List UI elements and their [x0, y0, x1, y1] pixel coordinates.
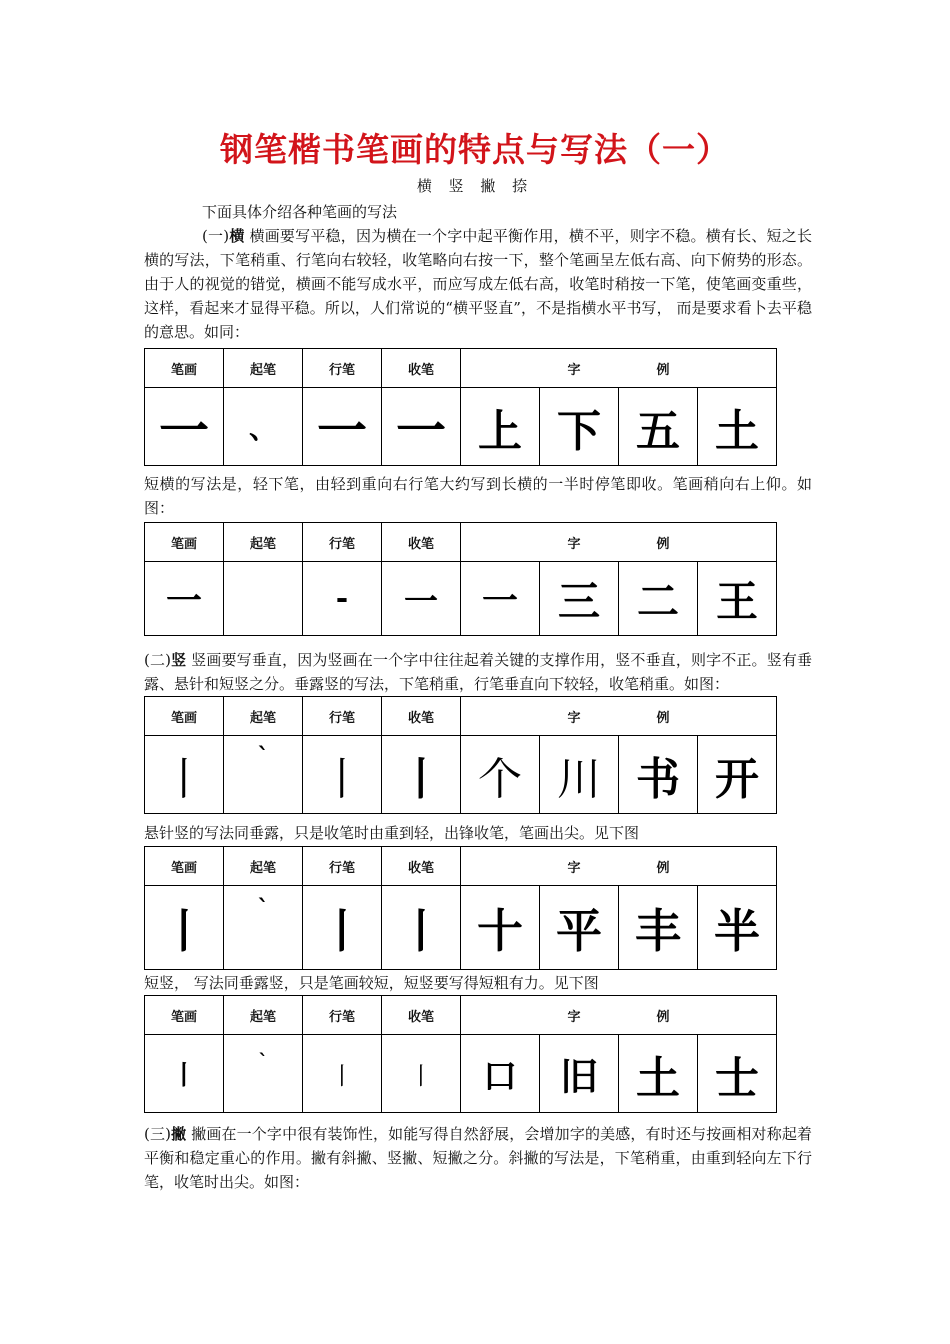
pie-prefix: (三)	[144, 1125, 171, 1143]
stroke-cell: 一	[382, 388, 461, 466]
example-cell: 二	[619, 562, 698, 636]
header-li: 例	[656, 362, 670, 378]
stroke-cell: 一	[303, 388, 382, 466]
stroke-table-shu-short	[144, 995, 777, 1113]
header-bihua: 笔画	[145, 996, 224, 1035]
stroke-cell: 一	[145, 562, 224, 636]
stroke-cell: 丨	[303, 736, 382, 814]
example-cell: 上	[461, 388, 540, 466]
header-li: 例	[656, 860, 670, 876]
header-xingbi: 行笔	[303, 697, 382, 736]
stroke-cell: 丨	[303, 886, 382, 970]
header-shoubi: 收笔	[382, 523, 461, 562]
stroke-cell: -	[303, 562, 382, 636]
heng-prefix: (一)	[202, 227, 230, 245]
shu-paragraph	[144, 648, 812, 696]
example-cell: 丰	[619, 886, 698, 970]
example-cell: 王	[698, 562, 777, 636]
stroke-cell: 丨	[382, 886, 461, 970]
stroke-cell: 丨	[303, 1035, 382, 1113]
stroke-cell: 丨	[382, 1035, 461, 1113]
example-cell: 个	[461, 736, 540, 814]
shu-text: 竖画要写垂直，因为竖画在一个字中往往起着关键的支撑作用，竖不垂直，则字不正。竖有垂露、悬针和短竖之分。垂露竖的写法，下笔稍重，行笔垂直向下较轻，收笔稍重。如图：	[144, 651, 812, 693]
header-ziliyi	[461, 847, 777, 886]
header-qibi: 起笔	[224, 847, 303, 886]
stroke-cell: 一	[382, 562, 461, 636]
stroke-cell: `	[224, 736, 303, 814]
page-subtitle: 横 竖 撇 捺	[416, 177, 534, 195]
intro-paragraph	[144, 200, 812, 224]
header-qibi: 起笔	[224, 996, 303, 1035]
stroke-table-shu-xuanzhen	[144, 846, 777, 970]
header-xingbi: 行笔	[303, 996, 382, 1035]
header-li: 例	[656, 536, 670, 552]
example-cell: 旧	[540, 1035, 619, 1113]
header-xingbi: 行笔	[303, 523, 382, 562]
shu-prefix: (二)	[144, 651, 171, 669]
header-zi: 字	[567, 1009, 581, 1025]
stroke-table-heng-short	[144, 522, 777, 636]
stroke-cell	[224, 562, 303, 636]
heng-text: 横画要写平稳，因为横在一个字中起平衡作用，横不平，则字不稳。横有长、短之长横的写法，下笔稍重、行笔向右较轻，收笔略向右按一下，整个笔画呈左低右高、向下俯势的形态。由于人的视觉的错觉，横画不能写成水平，而应写成左低右高，收笔时稍按一下笔，使笔画变重些，这样，看起来才显得平稳。所以，人们常说的“横平竖直”，不是指横水平书写， 而是要求看卜去平稳的意思。如同：	[144, 227, 812, 341]
header-shoubi: 收笔	[382, 996, 461, 1035]
header-ziliyi	[461, 996, 777, 1035]
header-qibi: 起笔	[224, 697, 303, 736]
example-cell: 书	[619, 736, 698, 814]
stroke-cell: 、	[224, 388, 303, 466]
stroke-cell: 丨	[145, 736, 224, 814]
stroke-cell: 丨	[382, 736, 461, 814]
header-xingbi: 行笔	[303, 847, 382, 886]
example-cell: 一	[461, 562, 540, 636]
heng-lead: 横	[229, 227, 245, 245]
stroke-cell: `	[224, 886, 303, 970]
header-li: 例	[656, 710, 670, 726]
header-ziliyi	[461, 697, 777, 736]
example-cell: 川	[540, 736, 619, 814]
header-zi: 字	[567, 362, 581, 378]
example-cell: 十	[461, 886, 540, 970]
duan-shu-paragraph: 短竖， 写法同垂露竖，只是笔画较短，短竖要写得短粗有力。见下图	[144, 974, 599, 992]
stroke-cell: `	[224, 1035, 303, 1113]
header-ziliyi	[461, 349, 777, 388]
stroke-table-heng-long	[144, 348, 777, 466]
example-cell: 五	[619, 388, 698, 466]
header-shoubi: 收笔	[382, 847, 461, 886]
header-bihua: 笔画	[145, 847, 224, 886]
header-zi: 字	[567, 710, 581, 726]
example-cell: 半	[698, 886, 777, 970]
stroke-cell: 丨	[145, 1035, 224, 1113]
header-shoubi: 收笔	[382, 349, 461, 388]
pie-lead: 撇	[171, 1125, 187, 1143]
header-zi: 字	[567, 536, 581, 552]
header-xingbi: 行笔	[303, 349, 382, 388]
stroke-table-shu-chuilu	[144, 696, 777, 814]
header-qibi: 起笔	[224, 523, 303, 562]
duan-heng-paragraph: 短横的写法是，轻下笔，由轻到重向右行笔大约写到长横的一半时停笔即收。笔画稍向右上仰。如图：	[144, 475, 812, 517]
pie-text: 撇画在一个字中很有装饰性，如能写得自然舒展，会增加字的美感，有时还与按画相对称起着平衡和稳定重心的作用。撇有斜撇、竖撇、短撇之分。斜撇的写法是，下笔稍重，由重到轻向左下行笔，收笔时出尖。如图：	[144, 1125, 812, 1191]
header-zi: 字	[567, 860, 581, 876]
stroke-cell: 一	[145, 388, 224, 466]
pie-paragraph	[144, 1122, 812, 1194]
example-cell: 士	[698, 1035, 777, 1113]
intro-text: 下面具体介绍各种笔画的写法	[202, 203, 398, 221]
example-cell: 下	[540, 388, 619, 466]
example-cell: 土	[698, 388, 777, 466]
heng-paragraph	[144, 224, 812, 344]
header-bihua: 笔画	[145, 349, 224, 388]
page-title: 钢笔楷书笔画的特点与写法（一）	[220, 130, 730, 169]
header-bihua: 笔画	[145, 523, 224, 562]
example-cell: 开	[698, 736, 777, 814]
example-cell: 土	[619, 1035, 698, 1113]
example-cell: 三	[540, 562, 619, 636]
example-cell: 平	[540, 886, 619, 970]
example-cell: 口	[461, 1035, 540, 1113]
stroke-cell: 丨	[145, 886, 224, 970]
header-li: 例	[656, 1009, 670, 1025]
shu-lead: 竖	[171, 651, 187, 669]
header-bihua: 笔画	[145, 697, 224, 736]
xuanzhen-paragraph: 悬针竖的写法同垂露，只是收笔时由重到轻，出锋收笔，笔画出尖。见下图	[144, 824, 640, 842]
header-shoubi: 收笔	[382, 697, 461, 736]
header-qibi: 起笔	[224, 349, 303, 388]
header-ziliyi	[461, 523, 777, 562]
